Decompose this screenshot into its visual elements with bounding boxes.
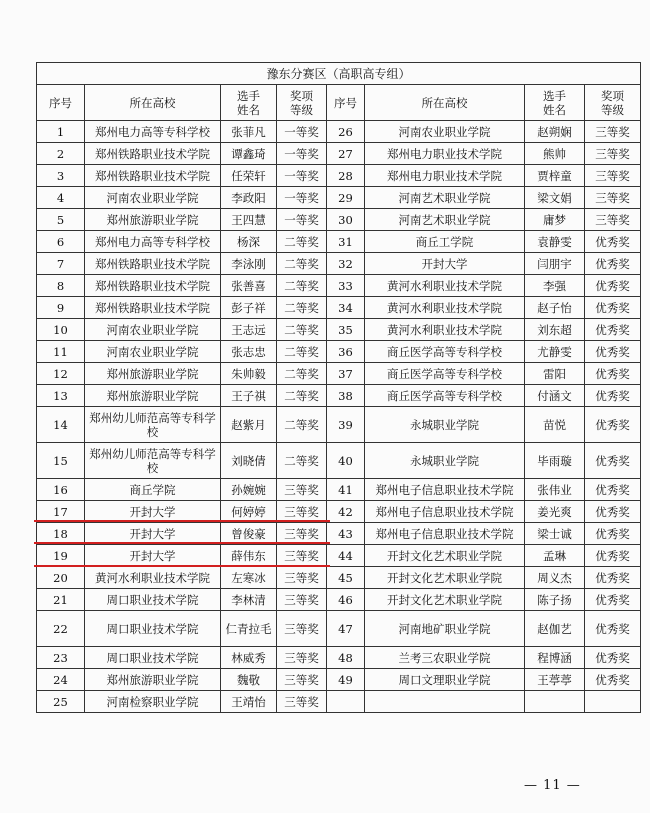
cell-award: 三等奖 [277, 611, 327, 647]
cell-award: 三等奖 [277, 523, 327, 545]
cell-award: 优秀奖 [585, 363, 641, 385]
cell-name: 熊帅 [525, 143, 585, 165]
highlight-underline [34, 565, 330, 567]
cell-name: 张志忠 [221, 341, 277, 363]
table-row [37, 297, 641, 319]
cell-school: 黄河水利职业技术学院 [85, 567, 221, 589]
cell-no: 38 [327, 385, 365, 407]
cell-name: 谭鑫琦 [221, 143, 277, 165]
cell-award: 一等奖 [277, 187, 327, 209]
cell-name: 朱帅毅 [221, 363, 277, 385]
table-row [37, 647, 641, 669]
cell-award: 二等奖 [277, 319, 327, 341]
cell-no: 40 [327, 443, 365, 479]
cell-no: 17 [37, 501, 85, 523]
cell-no: 13 [37, 385, 85, 407]
cell-school: 郑州电力职业技术学院 [365, 165, 525, 187]
cell-school: 黄河水利职业技术学院 [365, 297, 525, 319]
cell-award: 三等奖 [277, 647, 327, 669]
cell-no: 28 [327, 165, 365, 187]
cell-award: 优秀奖 [585, 501, 641, 523]
table-row [37, 187, 641, 209]
cell-school: 河南农业职业学院 [85, 319, 221, 341]
cell-award [585, 691, 641, 713]
cell-award: 二等奖 [277, 341, 327, 363]
cell-award: 二等奖 [277, 443, 327, 479]
cell-name: 王靖怡 [221, 691, 277, 713]
table-row [37, 589, 641, 611]
cell-school: 郑州电力高等专科学校 [85, 121, 221, 143]
cell-no: 5 [37, 209, 85, 231]
cell-name: 贾梓童 [525, 165, 585, 187]
cell-school: 开封大学 [85, 501, 221, 523]
cell-name: 李强 [525, 275, 585, 297]
page-number: — 11 — [524, 778, 581, 793]
cell-award: 一等奖 [277, 143, 327, 165]
cell-no: 4 [37, 187, 85, 209]
cell-no: 44 [327, 545, 365, 567]
cell-name: 王葶葶 [525, 669, 585, 691]
header-name: 选手 姓名 [221, 85, 277, 121]
cell-school: 兰考三农职业学院 [365, 647, 525, 669]
cell-no: 47 [327, 611, 365, 647]
cell-name: 李泳刚 [221, 253, 277, 275]
table-row [37, 611, 641, 647]
cell-no: 21 [37, 589, 85, 611]
cell-school: 开封大学 [365, 253, 525, 275]
header-award: 奖项 等级 [585, 85, 641, 121]
cell-award: 二等奖 [277, 407, 327, 443]
cell-name: 李政阳 [221, 187, 277, 209]
cell-award: 三等奖 [277, 567, 327, 589]
table-row [37, 341, 641, 363]
cell-name: 周义杰 [525, 567, 585, 589]
cell-school: 郑州幼儿师范高等专科学校 [85, 443, 221, 479]
cell-award: 优秀奖 [585, 669, 641, 691]
cell-name: 彭子祥 [221, 297, 277, 319]
cell-award: 三等奖 [277, 691, 327, 713]
cell-award: 优秀奖 [585, 567, 641, 589]
awards-table [36, 62, 641, 713]
cell-award: 优秀奖 [585, 647, 641, 669]
table-title-row [37, 63, 641, 85]
cell-award: 优秀奖 [585, 479, 641, 501]
cell-name: 张伟业 [525, 479, 585, 501]
cell-award: 一等奖 [277, 209, 327, 231]
cell-school: 黄河水利职业技术学院 [365, 275, 525, 297]
cell-no: 29 [327, 187, 365, 209]
cell-award: 一等奖 [277, 165, 327, 187]
cell-school: 开封大学 [85, 545, 221, 567]
cell-name: 仁青拉毛 [221, 611, 277, 647]
cell-name: 李林清 [221, 589, 277, 611]
cell-no: 35 [327, 319, 365, 341]
cell-school: 开封大学 [85, 523, 221, 545]
cell-no: 45 [327, 567, 365, 589]
cell-name: 左寒冰 [221, 567, 277, 589]
cell-school: 河南艺术职业学院 [365, 187, 525, 209]
cell-name: 袁静雯 [525, 231, 585, 253]
cell-no: 48 [327, 647, 365, 669]
cell-school: 郑州旅游职业学院 [85, 363, 221, 385]
cell-award: 三等奖 [277, 479, 327, 501]
cell-no: 18 [37, 523, 85, 545]
cell-no: 2 [37, 143, 85, 165]
cell-award: 优秀奖 [585, 589, 641, 611]
cell-school: 开封文化艺术职业学院 [365, 545, 525, 567]
cell-no: 30 [327, 209, 365, 231]
cell-name: 何婷婷 [221, 501, 277, 523]
cell-school: 周口职业技术学院 [85, 647, 221, 669]
cell-award: 优秀奖 [585, 523, 641, 545]
table-row [37, 443, 641, 479]
cell-no: 10 [37, 319, 85, 341]
cell-no: 41 [327, 479, 365, 501]
cell-school: 河南农业职业学院 [85, 341, 221, 363]
table-row [37, 407, 641, 443]
table-row [37, 545, 641, 567]
cell-no: 22 [37, 611, 85, 647]
cell-no: 26 [327, 121, 365, 143]
cell-school: 河南地矿职业学院 [365, 611, 525, 647]
cell-no: 42 [327, 501, 365, 523]
cell-no: 9 [37, 297, 85, 319]
cell-name: 梁士诚 [525, 523, 585, 545]
cell-no: 27 [327, 143, 365, 165]
cell-no: 8 [37, 275, 85, 297]
cell-no: 1 [37, 121, 85, 143]
cell-name: 曾俊豪 [221, 523, 277, 545]
cell-name: 孟琳 [525, 545, 585, 567]
cell-no: 25 [37, 691, 85, 713]
cell-award: 二等奖 [277, 253, 327, 275]
cell-name: 王子祺 [221, 385, 277, 407]
cell-name: 林威秀 [221, 647, 277, 669]
table-title: 豫东分赛区（高职高专组） [37, 63, 641, 85]
cell-name: 张善喜 [221, 275, 277, 297]
cell-award: 优秀奖 [585, 443, 641, 479]
cell-no: 19 [37, 545, 85, 567]
cell-award: 优秀奖 [585, 407, 641, 443]
highlight-underline [34, 542, 330, 544]
cell-no: 3 [37, 165, 85, 187]
cell-school: 河南检察职业学院 [85, 691, 221, 713]
table-row [37, 209, 641, 231]
cell-award: 三等奖 [585, 121, 641, 143]
cell-no: 33 [327, 275, 365, 297]
cell-no: 32 [327, 253, 365, 275]
cell-school: 商丘学院 [85, 479, 221, 501]
cell-school: 商丘医学高等专科学校 [365, 363, 525, 385]
cell-name: 雷阳 [525, 363, 585, 385]
cell-school: 郑州电子信息职业技术学院 [365, 501, 525, 523]
cell-award: 三等奖 [277, 501, 327, 523]
cell-no: 16 [37, 479, 85, 501]
cell-no: 6 [37, 231, 85, 253]
cell-award: 二等奖 [277, 231, 327, 253]
cell-school: 河南农业职业学院 [85, 187, 221, 209]
cell-name: 梁文娟 [525, 187, 585, 209]
table-row [37, 121, 641, 143]
cell-no: 20 [37, 567, 85, 589]
cell-name: 赵朔娴 [525, 121, 585, 143]
table-row [37, 363, 641, 385]
cell-no: 36 [327, 341, 365, 363]
header-school: 所在高校 [85, 85, 221, 121]
cell-school: 郑州电力高等专科学校 [85, 231, 221, 253]
cell-no: 23 [37, 647, 85, 669]
cell-award: 二等奖 [277, 363, 327, 385]
cell-award: 优秀奖 [585, 545, 641, 567]
table-row [37, 253, 641, 275]
cell-name: 赵紫月 [221, 407, 277, 443]
cell-award: 三等奖 [585, 187, 641, 209]
cell-school: 郑州铁路职业技术学院 [85, 297, 221, 319]
header-award: 奖项 等级 [277, 85, 327, 121]
cell-name: 陈子扬 [525, 589, 585, 611]
cell-no: 7 [37, 253, 85, 275]
cell-no: 12 [37, 363, 85, 385]
cell-school: 商丘医学高等专科学校 [365, 341, 525, 363]
cell-no: 39 [327, 407, 365, 443]
table-row [37, 165, 641, 187]
cell-no: 31 [327, 231, 365, 253]
cell-school: 商丘医学高等专科学校 [365, 385, 525, 407]
header-row [37, 85, 641, 121]
cell-award: 三等奖 [277, 589, 327, 611]
cell-school: 周口职业技术学院 [85, 611, 221, 647]
cell-award: 优秀奖 [585, 385, 641, 407]
cell-award: 三等奖 [277, 669, 327, 691]
cell-school: 郑州电子信息职业技术学院 [365, 523, 525, 545]
header-name: 选手 姓名 [525, 85, 585, 121]
cell-school: 开封文化艺术职业学院 [365, 589, 525, 611]
cell-award: 三等奖 [585, 165, 641, 187]
cell-name: 刘东超 [525, 319, 585, 341]
cell-award: 二等奖 [277, 385, 327, 407]
cell-school: 郑州铁路职业技术学院 [85, 165, 221, 187]
cell-award: 一等奖 [277, 121, 327, 143]
cell-name: 付涵文 [525, 385, 585, 407]
cell-name: 王四慧 [221, 209, 277, 231]
cell-name: 孙婉婉 [221, 479, 277, 501]
cell-name: 杨深 [221, 231, 277, 253]
highlight-underline [34, 520, 330, 522]
cell-no: 11 [37, 341, 85, 363]
cell-school [365, 691, 525, 713]
cell-award: 优秀奖 [585, 297, 641, 319]
cell-name: 庸梦 [525, 209, 585, 231]
cell-school: 郑州电力职业技术学院 [365, 143, 525, 165]
cell-name: 姜光爽 [525, 501, 585, 523]
cell-name: 刘晓倩 [221, 443, 277, 479]
cell-school: 郑州幼儿师范高等专科学校 [85, 407, 221, 443]
table-row [37, 319, 641, 341]
header-no: 序号 [37, 85, 85, 121]
cell-school: 郑州旅游职业学院 [85, 209, 221, 231]
cell-school: 河南艺术职业学院 [365, 209, 525, 231]
cell-name: 尤静雯 [525, 341, 585, 363]
cell-name: 程博涵 [525, 647, 585, 669]
cell-no: 37 [327, 363, 365, 385]
cell-no: 14 [37, 407, 85, 443]
cell-school: 郑州铁路职业技术学院 [85, 253, 221, 275]
header-school: 所在高校 [365, 85, 525, 121]
cell-name: 王志远 [221, 319, 277, 341]
cell-school: 周口职业技术学院 [85, 589, 221, 611]
cell-award: 三等奖 [585, 143, 641, 165]
cell-name: 赵子怡 [525, 297, 585, 319]
cell-award: 优秀奖 [585, 341, 641, 363]
cell-no: 49 [327, 669, 365, 691]
cell-award: 三等奖 [277, 545, 327, 567]
cell-school: 河南农业职业学院 [365, 121, 525, 143]
cell-no: 43 [327, 523, 365, 545]
cell-no [327, 691, 365, 713]
cell-name [525, 691, 585, 713]
table-row [37, 669, 641, 691]
cell-school: 黄河水利职业技术学院 [365, 319, 525, 341]
table-row [37, 231, 641, 253]
cell-award: 优秀奖 [585, 253, 641, 275]
cell-name: 任荣轩 [221, 165, 277, 187]
table-row [37, 567, 641, 589]
cell-name: 赵伽艺 [525, 611, 585, 647]
cell-school: 商丘工学院 [365, 231, 525, 253]
table-row [37, 385, 641, 407]
cell-award: 三等奖 [585, 209, 641, 231]
table-row [37, 479, 641, 501]
cell-school: 郑州铁路职业技术学院 [85, 143, 221, 165]
table-row [37, 275, 641, 297]
cell-school: 永城职业学院 [365, 443, 525, 479]
cell-no: 34 [327, 297, 365, 319]
cell-name: 张菲凡 [221, 121, 277, 143]
table-row [37, 143, 641, 165]
cell-award: 优秀奖 [585, 231, 641, 253]
cell-award: 优秀奖 [585, 319, 641, 341]
cell-no: 15 [37, 443, 85, 479]
cell-award: 优秀奖 [585, 611, 641, 647]
cell-name: 薛伟东 [221, 545, 277, 567]
cell-school: 郑州旅游职业学院 [85, 669, 221, 691]
cell-no: 46 [327, 589, 365, 611]
cell-award: 优秀奖 [585, 275, 641, 297]
cell-award: 二等奖 [277, 275, 327, 297]
cell-school: 开封文化艺术职业学院 [365, 567, 525, 589]
cell-award: 二等奖 [277, 297, 327, 319]
cell-name: 苗悦 [525, 407, 585, 443]
cell-school: 周口文理职业学院 [365, 669, 525, 691]
cell-school: 郑州电子信息职业技术学院 [365, 479, 525, 501]
cell-school: 郑州旅游职业学院 [85, 385, 221, 407]
cell-name: 毕雨璇 [525, 443, 585, 479]
cell-name: 闫朋宇 [525, 253, 585, 275]
cell-name: 魏敬 [221, 669, 277, 691]
cell-school: 永城职业学院 [365, 407, 525, 443]
table-row [37, 691, 641, 713]
cell-no: 24 [37, 669, 85, 691]
header-no: 序号 [327, 85, 365, 121]
cell-school: 郑州铁路职业技术学院 [85, 275, 221, 297]
